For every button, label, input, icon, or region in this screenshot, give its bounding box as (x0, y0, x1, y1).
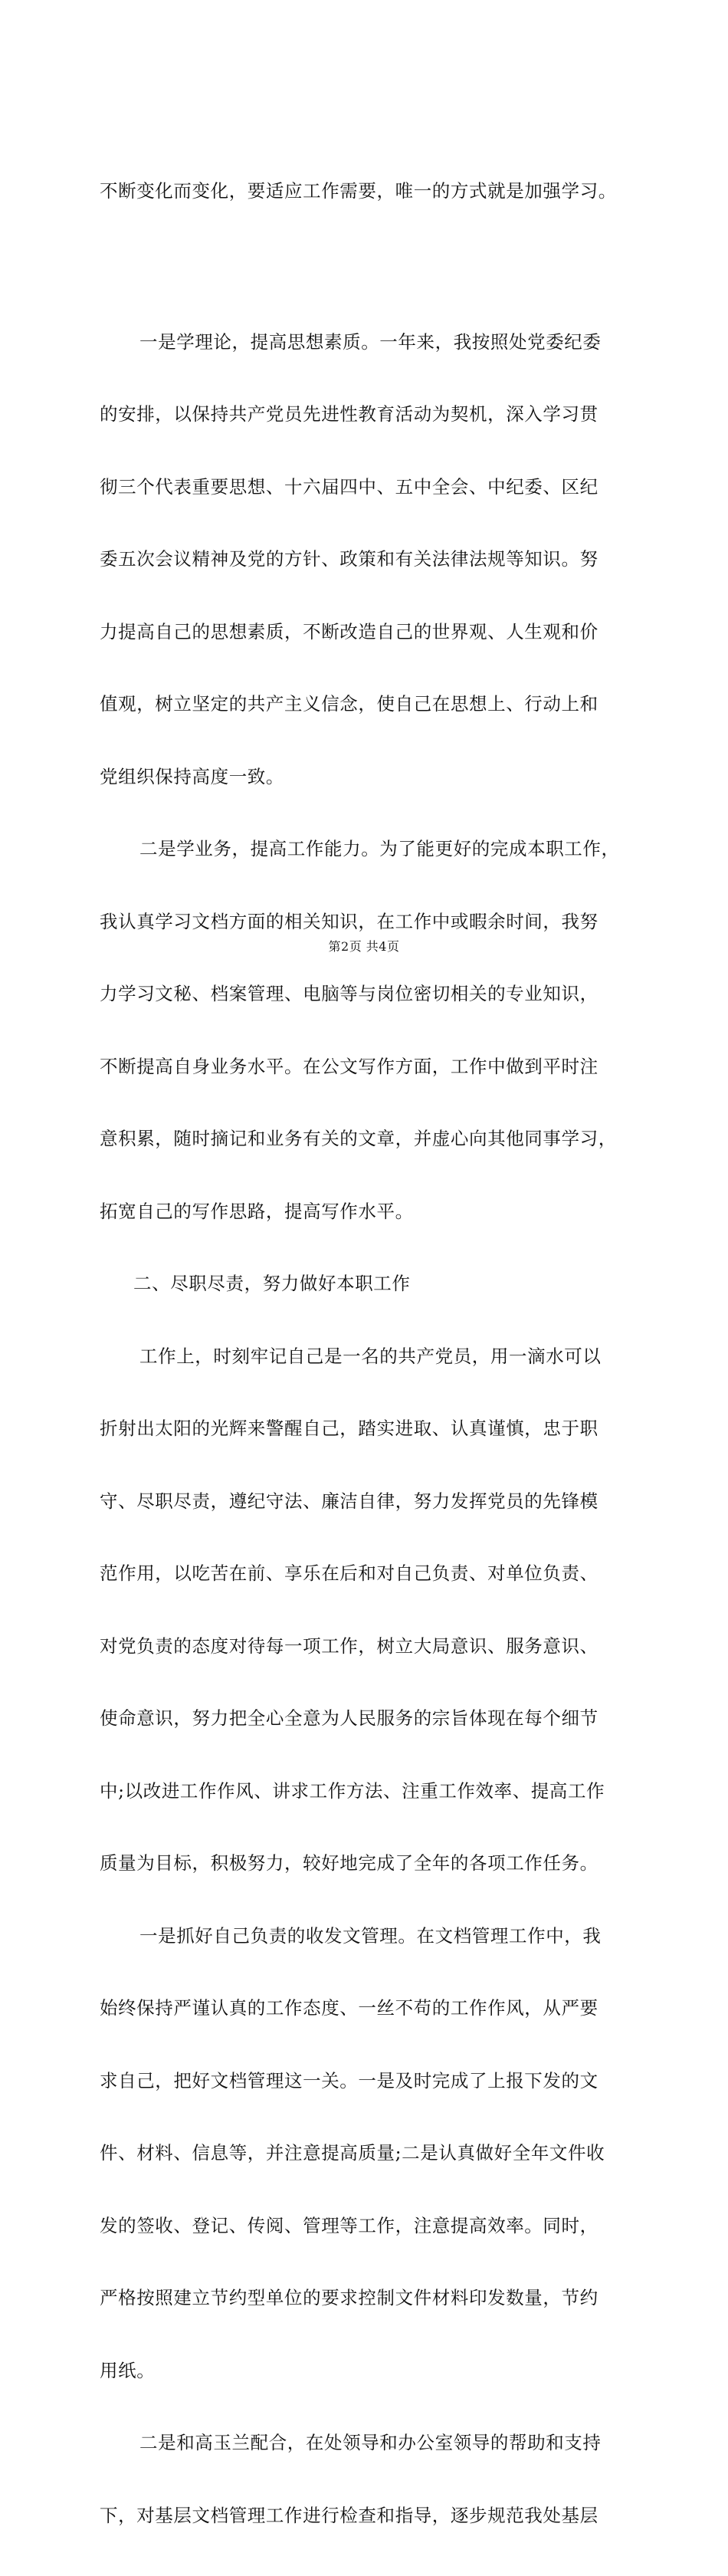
text-line: 发的签收、登记、传阅、管理等工作，注意提高效率。同时， (100, 2214, 598, 2236)
paragraph-gap (100, 252, 659, 282)
text-line: 守、尽职尽责，遵纪守法、廉洁自律，努力发挥党员的先锋模 (100, 1490, 598, 1512)
text-line: 件、材料、信息等，并注意提高质量;二是认真做好全年文件收 (100, 2142, 605, 2164)
text-line: 质量为目标，积极努力，较好地完成了全年的各项工作任务。 (100, 1852, 598, 1874)
text-line: 工作上，时刻牢记自己是一名的共产党员，用一滴水可以 (139, 1345, 602, 1367)
text-line: 折射出太阳的光辉来警醒自己，踏实进取、认真谨慎，忠于职 (100, 1418, 598, 1439)
text-line: 二是和高玉兰配合，在处领导和办公室领导的帮助和支持 (139, 2432, 602, 2453)
text-line: 我认真学习文档方面的相关知识，在工作中或暇余时间，我努 (100, 910, 598, 932)
text-line: 不断变化而变化，要适应工作需要，唯一的方式就是加强学习。 (100, 180, 617, 202)
text-line: 值观，树立坚定的共产主义信念，使自己在思想上、行动上和 (100, 693, 598, 715)
text-line: 二是学业务，提高工作能力。为了能更好的完成本职工作， (139, 838, 620, 859)
text-line: 的安排，以保持共产党员先进性教育活动为契机，深入学习贯 (100, 403, 598, 425)
text-line: 范作用，以吃苦在前、享乐在后和对自己负责、对单位负责、 (100, 1562, 598, 1584)
text-line: 意积累，随时摘记和业务有关的文章，并虚心向其他同事学习， (100, 1128, 617, 1149)
text-line: 一是学理论，提高思想素质。一年来，我按照处党委纪委 (139, 330, 602, 353)
text-line: 委五次会议精神及党的方针、政策和有关法律法规等知识。努 (100, 548, 598, 570)
text-line: 不断提高自身业务水平。在公文写作方面，工作中做到平时注 (100, 1055, 598, 1077)
text-line: 彻三个代表重要思想、十六届四中、五中全会、中纪委、区纪 (100, 475, 598, 498)
text-line: 求自己，把好文档管理这一关。一是及时完成了上报下发的文 (100, 2069, 598, 2091)
text-line: 党组织保持高度一致。 (100, 765, 284, 787)
text-line: 下，对基层文档管理工作进行检查和指导，逐步规范我处基层 (100, 2504, 598, 2526)
text-line: 拓宽自己的写作思路，提高写作水平。 (100, 1200, 414, 1222)
section-heading: 二、尽职尽责，努力做好本职工作 (133, 1273, 411, 1294)
page-number-footer: 第2页 共4页 (328, 939, 400, 954)
text-line: 力提高自己的思想素质，不断改造自己的世界观、人生观和价 (100, 620, 598, 642)
text-line: 中;以改进工作作风、讲求工作方法、注重工作效率、提高工作 (100, 1779, 605, 1802)
text-line: 力学习文秘、档案管理、电脑等与岗位密切相关的专业知识， (100, 983, 598, 1004)
text-line: 对党负责的态度对待每一项工作，树立大局意识、服务意识、 (100, 1635, 598, 1657)
text-line: 一是抓好自己负责的收发文管理。在文档管理工作中，我 (139, 1924, 602, 1947)
text-line: 使命意识，努力把全心全意为人民服务的宗旨体现在每个细节 (100, 1707, 598, 1729)
body-text (100, 131, 659, 2576)
text-line: 始终保持严谨认真的工作态度、一丝不苟的工作作风，从严要 (100, 1997, 598, 2019)
text-line: 用纸。 (100, 2359, 156, 2381)
text-line: 严格按照建立节约型单位的要求控制文件材料印发数量，节约 (100, 2287, 598, 2308)
